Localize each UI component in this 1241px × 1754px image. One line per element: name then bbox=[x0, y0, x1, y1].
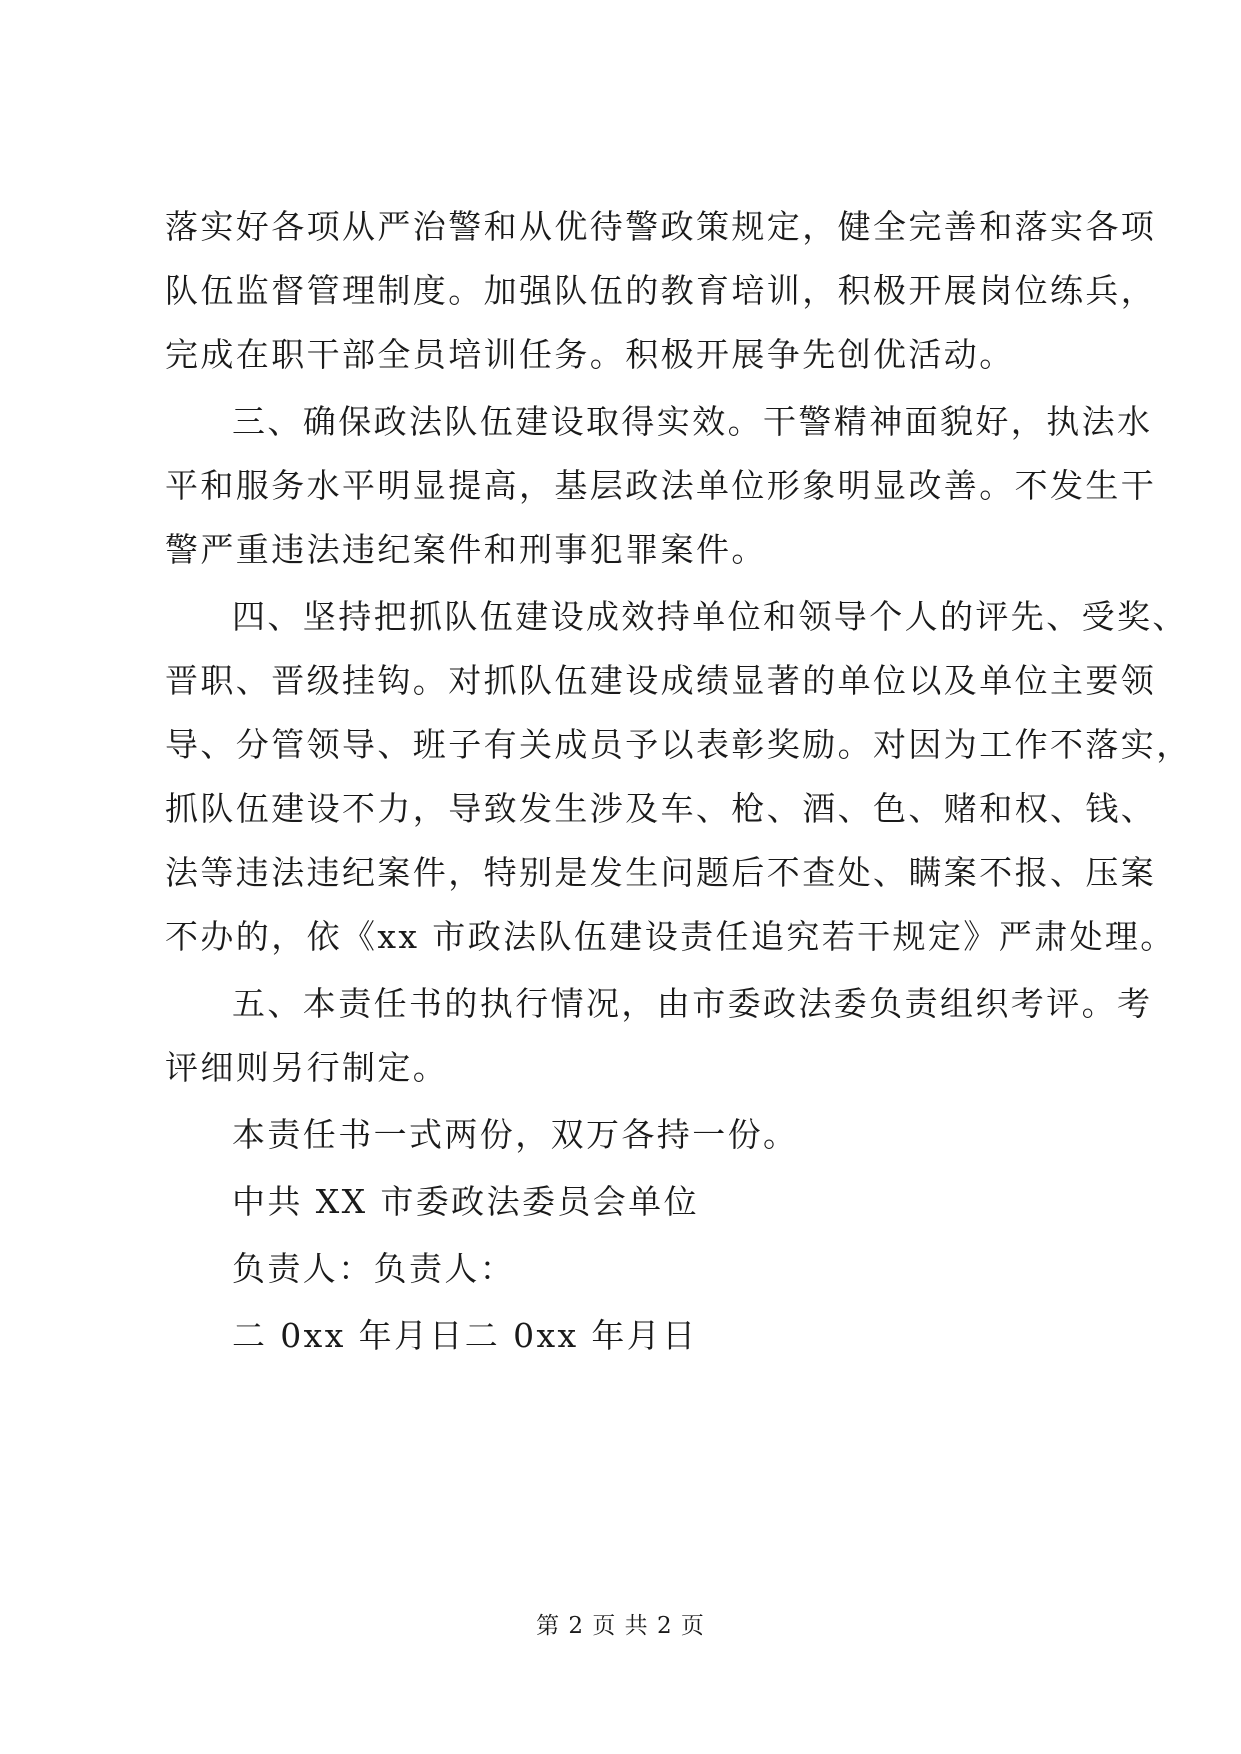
body-text-line: 抓队伍建设不力，导致发生涉及车、枪、酒、色、赌和权、钱、 bbox=[165, 789, 1157, 828]
body-text-line: 法等违法违纪案件，特别是发生问题后不查处、瞒案不报、压案 bbox=[165, 853, 1157, 892]
section-three-heading-line: 三、确保政法队伍建设取得实效。干警精神面貌好，执法水 bbox=[232, 402, 1153, 441]
body-text-line: 平和服务水平明显提高，基层政法单位形象明显改善。不发生干 bbox=[165, 466, 1157, 505]
body-text-line: 不办的，依《xx 市政法队伍建设责任追究若干规定》严肃处理。 bbox=[165, 917, 1176, 956]
signatory-line: 负责人：负责人： bbox=[232, 1249, 516, 1288]
body-text-line: 评细则另行制定。 bbox=[165, 1048, 449, 1087]
body-text-line: 队伍监督管理制度。加强队伍的教育培训，积极开展岗位练兵， bbox=[165, 271, 1157, 310]
section-five-heading-line: 五、本责任书的执行情况，由市委政法委负责组织考评。考 bbox=[232, 984, 1153, 1023]
body-text-line: 导、分管领导、班子有关成员予以表彰奖励。对因为工作不落实， bbox=[165, 725, 1192, 764]
organization-line: 中共 XX 市委政法委员会单位 bbox=[232, 1182, 699, 1221]
copies-note-line: 本责任书一式两份，双万各持一份。 bbox=[232, 1115, 799, 1154]
body-text-line: 落实好各项从严治警和从优待警政策规定，健全完善和落实各项 bbox=[165, 207, 1157, 246]
body-text-line: 警严重违法违纪案件和刑事犯罪案件。 bbox=[165, 530, 767, 569]
page-number-footer: 第 2 页 共 2 页 bbox=[536, 1613, 705, 1639]
section-four-heading-line: 四、坚持把抓队伍建设成效持单位和领导个人的评先、受奖、 bbox=[232, 597, 1188, 636]
body-text-line: 完成在职干部全员培训任务。积极开展争先创优活动。 bbox=[165, 335, 1015, 374]
body-text-line: 晋职、晋级挂钩。对抓队伍建设成绩显著的单位以及单位主要领 bbox=[165, 661, 1157, 700]
date-line: 二 0xx 年月日二 0xx 年月日 bbox=[232, 1316, 698, 1355]
